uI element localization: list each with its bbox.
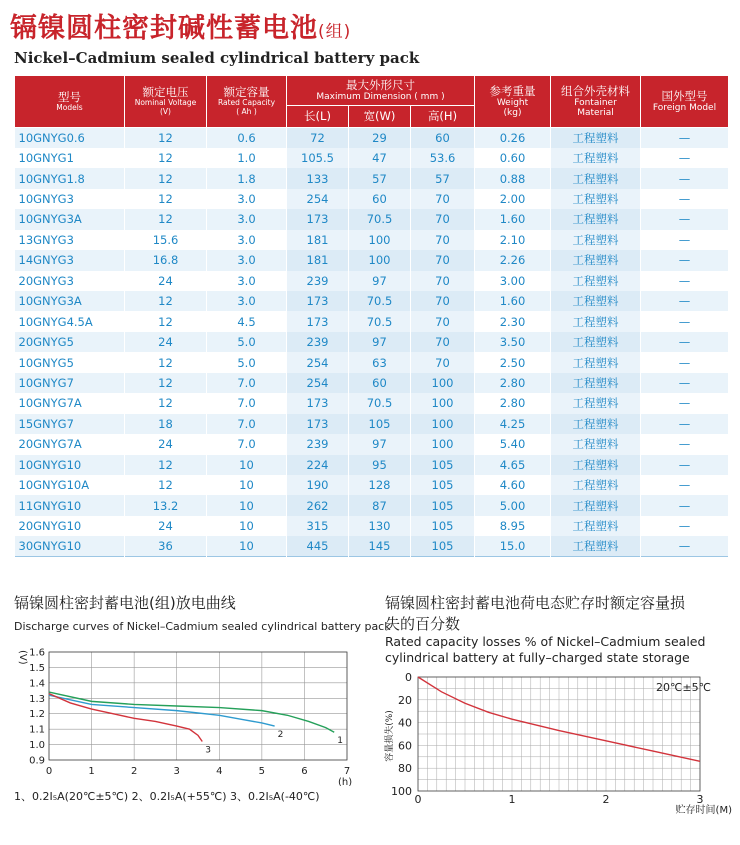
header-height: 高(H) [411,106,475,128]
cell-height: 100 [411,373,475,393]
series-label-3: 3 [205,745,211,756]
cell-foreign: — [641,434,729,454]
cell-height: 70 [411,291,475,311]
cell-weight: 4.25 [475,414,551,434]
storage-title-cn-line2: 失的百分数 [385,615,461,633]
cell-voltage: 12 [125,291,207,311]
cell-width: 70.5 [349,393,411,413]
table-row [15,475,729,495]
cell-foreign: — [641,516,729,536]
cell-height: 105 [411,516,475,536]
discharge-title-en: Discharge curves of Nickel–Cadmium sealed cylindrical battery pack [14,620,391,633]
y-tick-label: 1.3 [29,693,45,705]
cell-voltage: 12 [125,455,207,475]
cell-voltage: 12 [125,189,207,209]
cell-length: 173 [287,209,349,229]
storage-title-en-line1: Rated capacity losses % of Nickel–Cadmium sealed [385,634,706,649]
cell-weight: 2.80 [475,393,551,413]
cell-foreign: — [641,352,729,372]
cell-voltage: 13.2 [125,495,207,515]
cell-width: 63 [349,352,411,372]
cell-voltage: 12 [125,209,207,229]
x-tick-label: 7 [343,766,351,777]
cell-length: 190 [287,475,349,495]
cell-material: 工程塑料 [551,128,641,148]
cell-capacity: 10 [207,536,287,556]
cell-model: 10GNYG3A [15,291,125,311]
cell-width: 47 [349,148,411,168]
cell-foreign: — [641,168,729,188]
y-tick-label: 0 [405,671,412,684]
discharge-chart [0,636,370,786]
cell-length: 315 [287,516,349,536]
cell-model: 10GNYG7A [15,393,125,413]
cell-material: 工程塑料 [551,250,641,270]
cell-material: 工程塑料 [551,230,641,250]
cell-foreign: — [641,536,729,556]
cell-width: 57 [349,168,411,188]
cell-width: 145 [349,536,411,556]
y-tick-label: 80 [398,762,412,776]
cell-model: 20GNYG5 [15,332,125,352]
cell-model: 10GNYG10A [15,475,125,495]
cell-foreign: — [641,291,729,311]
cell-weight: 1.60 [475,209,551,229]
cell-model: 14GNYG3 [15,250,125,270]
cell-material: 工程塑料 [551,291,641,311]
cell-height: 105 [411,495,475,515]
cell-width: 105 [349,414,411,434]
table-row [15,455,729,475]
header-weight: 参考重量 Weight (kg) [475,76,551,128]
y-tick-label: 0.9 [29,755,45,767]
x-tick-label: 3 [696,793,704,806]
cell-model: 20GNYG7A [15,434,125,454]
table-row [15,271,729,291]
x-tick-label: 2 [130,766,138,777]
cell-length: 254 [287,189,349,209]
x-axis-label: 贮存时间(M) [675,805,732,816]
table-row [15,148,729,168]
cell-material: 工程塑料 [551,434,641,454]
cell-foreign: — [641,332,729,352]
table-row [15,209,729,229]
cell-voltage: 18 [125,414,207,434]
cell-capacity: 10 [207,475,287,495]
cell-height: 70 [411,209,475,229]
discharge-legend: 1、0.2I₅A(20℃±5℃) 2、0.2I₅A(+55℃) 3、0.2I₅A(-40℃) [14,790,320,803]
cell-capacity: 10 [207,455,287,475]
table-row [15,189,729,209]
cell-material: 工程塑料 [551,189,641,209]
table-row [15,414,729,434]
cell-length: 181 [287,250,349,270]
cell-weight: 4.60 [475,475,551,495]
cell-material: 工程塑料 [551,495,641,515]
cell-length: 72 [287,128,349,148]
cell-weight: 2.26 [475,250,551,270]
cell-model: 10GNYG10 [15,455,125,475]
cell-length: 173 [287,291,349,311]
x-tick-label: 4 [216,766,223,777]
table-row [15,352,729,372]
table-row [15,168,729,188]
y-tick-label: 1.5 [29,662,45,674]
cell-voltage: 12 [125,311,207,331]
header-length: 长(L) [287,106,349,128]
cell-width: 87 [349,495,411,515]
cell-material: 工程塑料 [551,373,641,393]
cell-height: 70 [411,271,475,291]
cell-length: 173 [287,393,349,413]
cell-length: 239 [287,434,349,454]
table-row [15,332,729,352]
cell-height: 105 [411,536,475,556]
cell-model: 10GNYG3A [15,209,125,229]
cell-length: 254 [287,373,349,393]
cell-height: 53.6 [411,148,475,168]
chart-annotation: 20℃±5℃ [656,681,711,694]
table-row [15,311,729,331]
y-tick-label: 1.4 [29,678,45,690]
cell-material: 工程塑料 [551,332,641,352]
cell-capacity: 3.0 [207,189,287,209]
cell-width: 97 [349,434,411,454]
cell-width: 100 [349,250,411,270]
cell-capacity: 3.0 [207,230,287,250]
table-row [15,230,729,250]
page-subtitle: Nickel–Cadmium sealed cylindrical battery pack [14,49,420,67]
page-title-suffix: (组) [318,22,352,42]
x-tick-label: 1 [88,766,95,777]
cell-foreign: — [641,230,729,250]
cell-weight: 8.95 [475,516,551,536]
header-dimension: 最大外形尺寸 Maximum Dimension ( mm ) [287,76,475,106]
cell-capacity: 10 [207,495,287,515]
y-tick-label: 20 [398,693,412,707]
y-tick-label: 1.0 [29,740,45,752]
cell-weight: 2.00 [475,189,551,209]
cell-weight: 3.00 [475,271,551,291]
table-row [15,393,729,413]
y-tick-label: 1.1 [29,724,45,736]
cell-length: 262 [287,495,349,515]
cell-foreign: — [641,373,729,393]
cell-capacity: 4.5 [207,311,287,331]
cell-material: 工程塑料 [551,148,641,168]
cell-model: 15GNYG7 [15,414,125,434]
cell-weight: 0.26 [475,128,551,148]
cell-material: 工程塑料 [551,393,641,413]
cell-model: 10GNYG0.6 [15,128,125,148]
x-tick-label: 3 [173,766,180,777]
x-tick-label: 0 [414,793,422,806]
cell-length: 224 [287,455,349,475]
cell-width: 97 [349,332,411,352]
header-voltage: 额定电压 Nominal Voltage (V) [125,76,207,128]
cell-capacity: 3.0 [207,209,287,229]
cell-foreign: — [641,475,729,495]
cell-capacity: 5.0 [207,352,287,372]
cell-weight: 0.88 [475,168,551,188]
cell-weight: 3.50 [475,332,551,352]
cell-capacity: 3.0 [207,271,287,291]
cell-material: 工程塑料 [551,414,641,434]
x-tick-label: 2 [602,793,610,806]
table-row [15,434,729,454]
cell-material: 工程塑料 [551,475,641,495]
cell-height: 100 [411,434,475,454]
header-capacity: 额定容量 Rated Capacity ( Ah ) [207,76,287,128]
cell-foreign: — [641,209,729,229]
cell-model: 10GNYG1.8 [15,168,125,188]
y-tick-label: 1.2 [29,709,45,721]
cell-foreign: — [641,311,729,331]
storage-title-en-line2: cylindrical battery at fully–charged state storage [385,650,690,665]
cell-model: 13GNYG3 [15,230,125,250]
header-model: 型号 Models [15,76,125,128]
cell-material: 工程塑料 [551,271,641,291]
cell-capacity: 7.0 [207,414,287,434]
cell-material: 工程塑料 [551,209,641,229]
x-tick-label: 0 [45,766,53,777]
cell-model: 20GNYG10 [15,516,125,536]
storage-title-cn-line1: 镉镍圆柱密封蓄电池荷电态贮存时额定容量损 [385,594,686,612]
cell-width: 95 [349,455,411,475]
cell-foreign: — [641,495,729,515]
cell-capacity: 3.0 [207,291,287,311]
cell-height: 70 [411,189,475,209]
cell-length: 133 [287,168,349,188]
cell-voltage: 12 [125,148,207,168]
x-tick-label: 5 [258,766,266,777]
cell-width: 29 [349,128,411,148]
table-row [15,291,729,311]
cell-weight: 2.10 [475,230,551,250]
cell-voltage: 12 [125,475,207,495]
cell-foreign: — [641,414,729,434]
cell-width: 60 [349,373,411,393]
cell-model: 10GNYG3 [15,189,125,209]
cell-weight: 4.65 [475,455,551,475]
cell-length: 181 [287,230,349,250]
cell-voltage: 24 [125,271,207,291]
cell-capacity: 7.0 [207,434,287,454]
cell-capacity: 7.0 [207,393,287,413]
table-row [15,373,729,393]
cell-model: 10GNYG5 [15,352,125,372]
cell-material: 工程塑料 [551,352,641,372]
y-axis-label: (V) [17,650,28,665]
cell-foreign: — [641,189,729,209]
cell-height: 100 [411,414,475,434]
cell-weight: 5.00 [475,495,551,515]
header-width: 宽(W) [349,106,411,128]
cell-length: 445 [287,536,349,556]
cell-foreign: — [641,148,729,168]
cell-model: 10GNYG1 [15,148,125,168]
cell-capacity: 1.8 [207,168,287,188]
cell-height: 70 [411,332,475,352]
cell-height: 70 [411,311,475,331]
table-row [15,495,729,515]
cell-height: 57 [411,168,475,188]
cell-voltage: 24 [125,516,207,536]
cell-voltage: 36 [125,536,207,556]
cell-weight: 2.50 [475,352,551,372]
cell-length: 173 [287,414,349,434]
cell-width: 70.5 [349,209,411,229]
cell-voltage: 12 [125,168,207,188]
y-axis-label: 容量损失(%) [385,710,395,762]
cell-length: 105.5 [287,148,349,168]
cell-voltage: 12 [125,128,207,148]
cell-width: 130 [349,516,411,536]
cell-height: 70 [411,230,475,250]
cell-model: 11GNYG10 [15,495,125,515]
table-row [15,250,729,270]
cell-width: 97 [349,271,411,291]
cell-width: 70.5 [349,311,411,331]
cell-material: 工程塑料 [551,516,641,536]
y-tick-label: 1.6 [29,647,45,659]
table-row [15,128,729,148]
cell-width: 60 [349,189,411,209]
cell-weight: 1.60 [475,291,551,311]
cell-height: 70 [411,250,475,270]
cell-material: 工程塑料 [551,536,641,556]
cell-length: 254 [287,352,349,372]
table-row [15,516,729,536]
cell-height: 105 [411,455,475,475]
cell-capacity: 1.0 [207,148,287,168]
cell-weight: 2.30 [475,311,551,331]
storage-chart [370,668,740,845]
y-tick-label: 100 [391,785,412,798]
y-tick-label: 60 [398,739,412,753]
x-tick-label: 6 [301,766,308,777]
header-material: 组合外壳材料 Fontainer Material [551,76,641,128]
plot-frame [49,652,347,760]
cell-foreign: — [641,271,729,291]
cell-weight: 2.80 [475,373,551,393]
cell-capacity: 3.0 [207,250,287,270]
cell-voltage: 12 [125,373,207,393]
cell-foreign: — [641,393,729,413]
cell-width: 128 [349,475,411,495]
discharge-title-cn: 镉镍圆柱密封蓄电池(组)放电曲线 [14,594,236,612]
cell-capacity: 10 [207,516,287,536]
cell-capacity: 0.6 [207,128,287,148]
cell-voltage: 15.6 [125,230,207,250]
cell-height: 100 [411,393,475,413]
cell-length: 239 [287,271,349,291]
series-label-1: 1 [337,736,343,747]
x-tick-label: 1 [508,793,516,806]
cell-weight: 0.60 [475,148,551,168]
header-foreign-model: 国外型号 Foreign Model [641,76,729,128]
cell-voltage: 12 [125,352,207,372]
spec-table [14,75,729,557]
cell-width: 100 [349,230,411,250]
cell-voltage: 24 [125,332,207,352]
cell-capacity: 7.0 [207,373,287,393]
cell-length: 239 [287,332,349,352]
cell-height: 60 [411,128,475,148]
cell-foreign: — [641,128,729,148]
cell-height: 70 [411,352,475,372]
cell-voltage: 12 [125,393,207,413]
table-row [15,536,729,556]
cell-height: 105 [411,475,475,495]
cell-material: 工程塑料 [551,455,641,475]
cell-model: 20GNYG3 [15,271,125,291]
cell-foreign: — [641,250,729,270]
cell-weight: 15.0 [475,536,551,556]
cell-material: 工程塑料 [551,311,641,331]
series-label-2: 2 [277,730,284,741]
cell-width: 70.5 [349,291,411,311]
y-tick-label: 40 [398,716,412,730]
cell-length: 173 [287,311,349,331]
page-title: 镉镍圆柱密封碱性蓄电池(组) [10,13,352,44]
cell-material: 工程塑料 [551,168,641,188]
cell-voltage: 24 [125,434,207,454]
cell-foreign: — [641,455,729,475]
cell-voltage: 16.8 [125,250,207,270]
cell-weight: 5.40 [475,434,551,454]
cell-capacity: 5.0 [207,332,287,352]
cell-model: 30GNYG10 [15,536,125,556]
cell-model: 10GNYG4.5A [15,311,125,331]
cell-model: 10GNYG7 [15,373,125,393]
x-axis-label: (h) [338,777,353,786]
